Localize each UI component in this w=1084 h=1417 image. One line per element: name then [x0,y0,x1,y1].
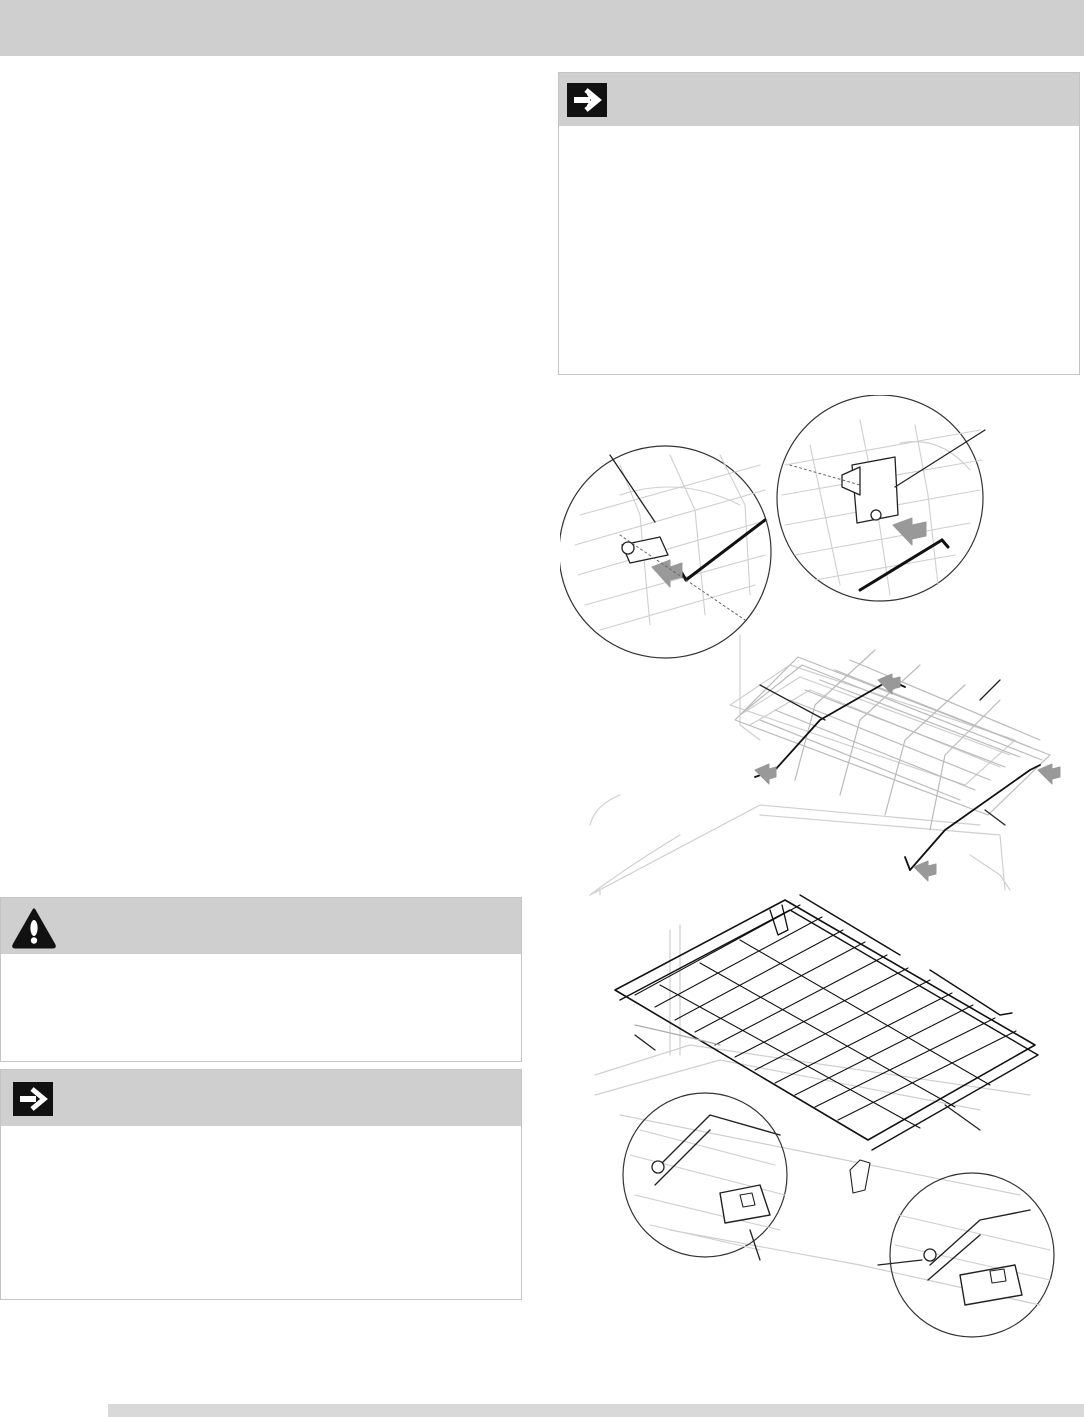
detail-circle-bottom-right [878,1173,1054,1337]
warning-callout [0,897,522,1062]
header-band [0,0,1084,56]
rack-dark-lower [595,895,1040,1305]
footer-band [108,1404,1084,1417]
arrow-right-icon [567,83,607,117]
warning-header [1,898,521,954]
detail-circle-right [777,395,985,601]
note-header [559,73,1079,126]
rack-installation-illustration [560,395,1082,1340]
note-callout-bottom [0,1069,522,1300]
warning-triangle-icon [11,907,57,949]
note-header [1,1070,521,1126]
arrow-right-icon [13,1082,53,1116]
note-callout-top [558,72,1080,375]
detail-circle-left [560,446,771,658]
detail-circle-bottom-left [623,1093,787,1260]
rack-assembly-middle [590,635,1060,895]
